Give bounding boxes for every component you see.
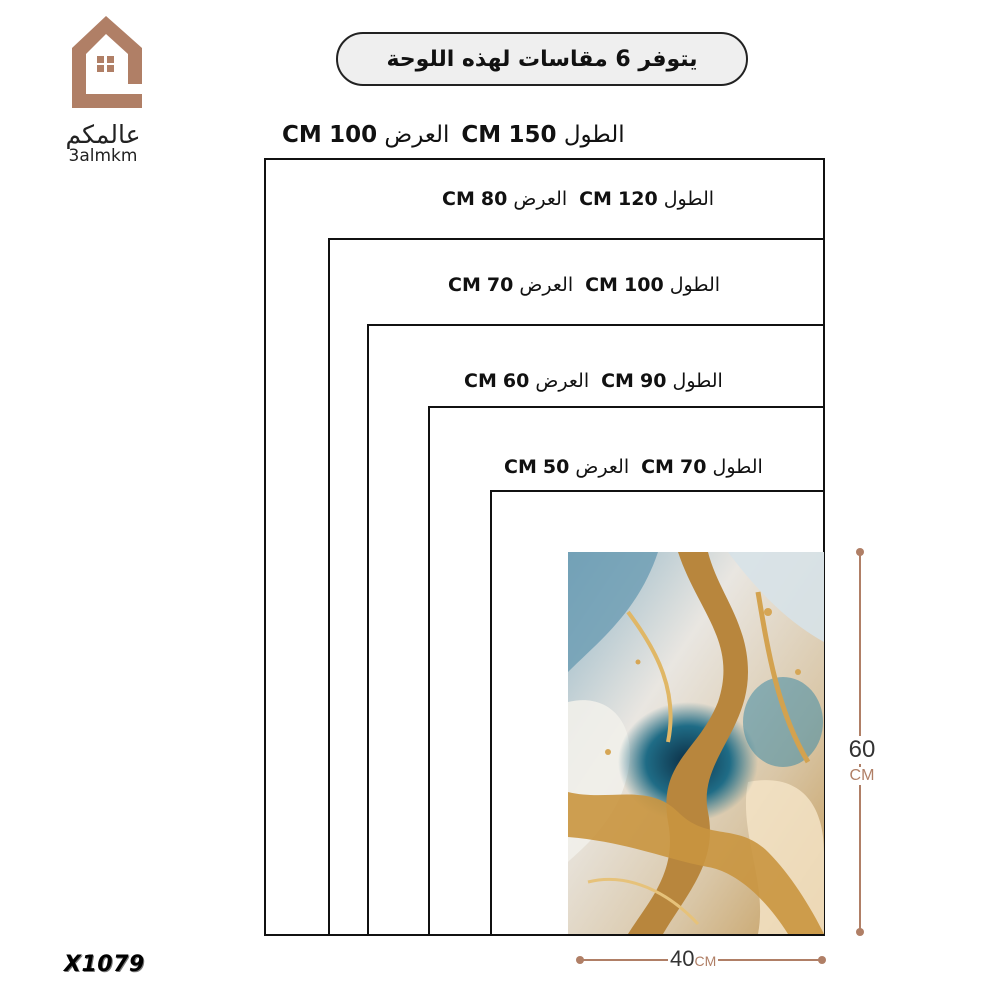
width-value: 40 bbox=[670, 946, 695, 971]
brand-name-latin: 3almkm bbox=[68, 146, 138, 166]
size-label-4: الطول 90 CMالعرض 60 CM bbox=[464, 370, 723, 392]
size-label-1: الطول 150 CMالعرض 100 CM bbox=[282, 122, 625, 148]
width-unit: CM bbox=[694, 953, 717, 969]
height-value: 60 bbox=[842, 736, 882, 764]
width-label bbox=[668, 946, 718, 972]
sizes-available-banner: يتوفر 6 مقاسات لهذه اللوحة bbox=[336, 32, 748, 86]
brand-name-arabic: عالمكم bbox=[65, 120, 141, 149]
size-label-3: الطول 100 CMالعرض 70 CM bbox=[448, 274, 721, 296]
product-code: X1079 bbox=[64, 952, 145, 977]
height-unit: CM bbox=[842, 767, 882, 785]
house-logo-icon bbox=[68, 14, 144, 110]
abstract-painting-preview bbox=[568, 552, 824, 934]
size-label-5: الطول 70 CMالعرض 50 CM bbox=[504, 456, 763, 478]
size-label-2: الطول 120 CMالعرض 80 CM bbox=[442, 188, 715, 210]
